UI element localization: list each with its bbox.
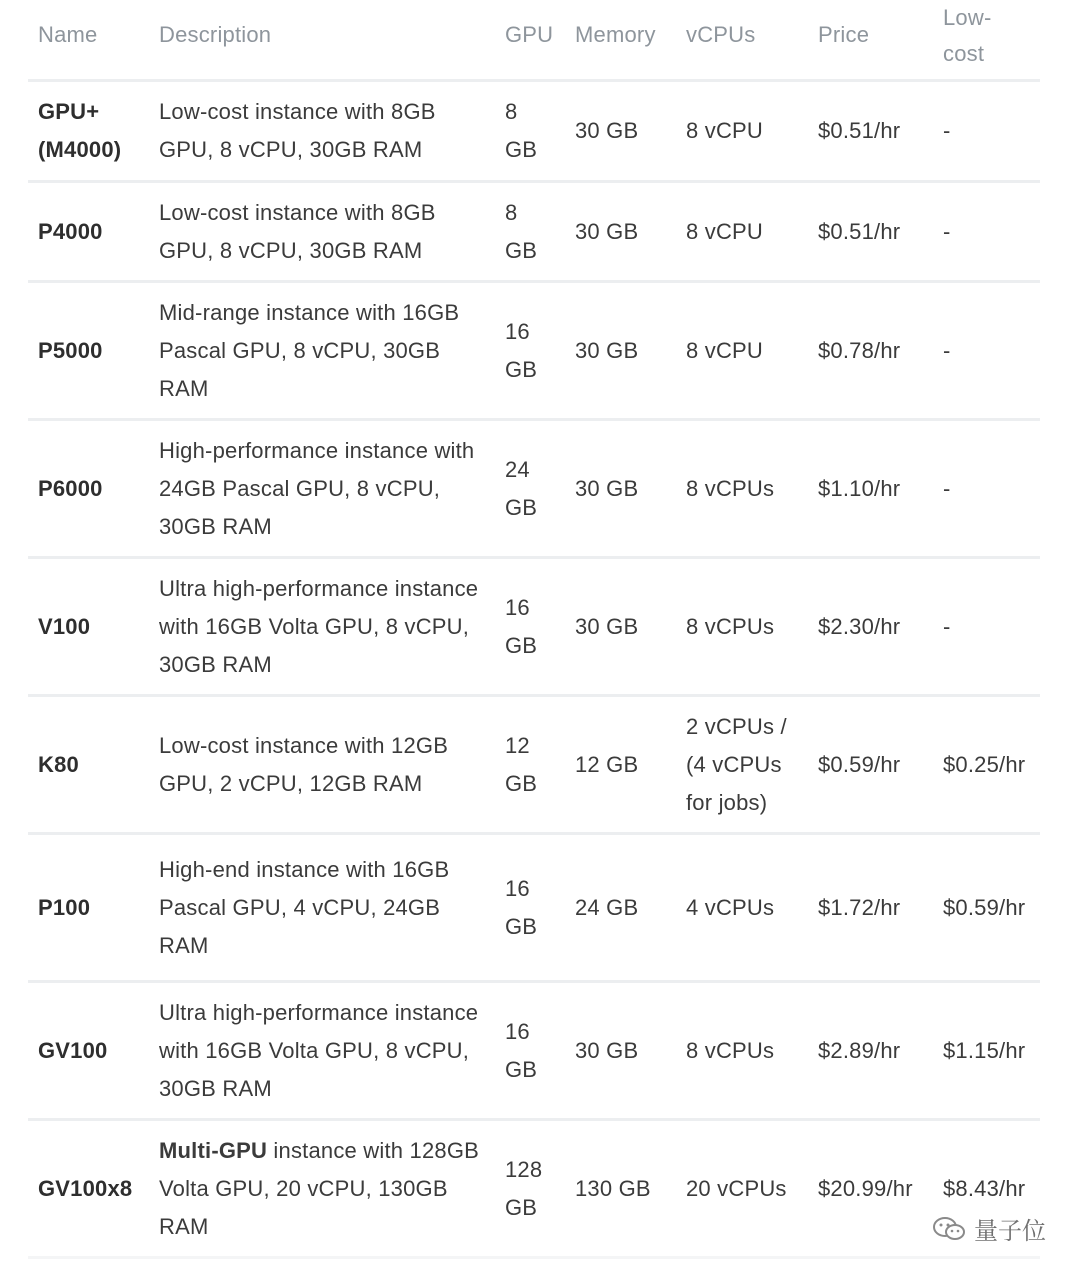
table-row	[28, 283, 1040, 421]
instance-description-text	[159, 994, 495, 1108]
hourly-price-text: $0.51/hr	[818, 218, 901, 244]
gpu-memory-text: 16 GB	[505, 875, 538, 939]
hourly-price	[808, 559, 933, 694]
hourly-price-text: $1.10/hr	[818, 475, 901, 501]
low-cost-price-text: -	[943, 613, 951, 639]
header-description: Description	[159, 22, 272, 47]
hourly-price-text: $0.51/hr	[818, 118, 901, 143]
system-memory-text: 30 GB	[575, 218, 639, 244]
vcpu-count	[676, 835, 808, 980]
description-body: High-performance instance with 24GB Pascal GPU, 8 vCPU, 30GB RAM	[159, 437, 475, 539]
description-bold-prefix: Multi-GPU	[159, 1137, 268, 1163]
instance-name-text: GV100	[38, 1037, 108, 1063]
system-memory	[565, 559, 676, 694]
watermark	[932, 1211, 1046, 1246]
system-memory	[565, 183, 676, 280]
instance-name	[28, 983, 149, 1118]
system-memory	[565, 421, 676, 556]
gpu-memory-text: 16 GB	[505, 318, 538, 382]
description-body: Ultra high-performance instance with 16GB Volta GPU, 8 vCPU, 30GB RAM	[159, 999, 479, 1101]
table-row	[28, 559, 1040, 697]
instance-name-text: K80	[38, 751, 79, 777]
hourly-price	[808, 983, 933, 1118]
vcpu-count	[676, 697, 808, 832]
watermark-text: 量子位	[974, 1218, 1046, 1245]
gpu-memory-text: 12 GB	[505, 732, 538, 796]
table-row	[28, 1121, 1040, 1259]
low-cost-price-text: -	[943, 337, 951, 363]
instance-name	[28, 835, 149, 980]
system-memory	[565, 82, 676, 180]
system-memory	[565, 283, 676, 418]
vcpu-count-text: 4 vCPUs	[686, 894, 775, 920]
hourly-price-text: $2.89/hr	[818, 1037, 901, 1063]
instance-name-text: P100	[38, 894, 91, 920]
gpu-memory-text: 128 GB	[505, 1156, 543, 1220]
low-cost-price	[933, 421, 1040, 556]
gpu-memory	[495, 1121, 565, 1256]
gpu-memory	[495, 82, 565, 180]
low-cost-price	[933, 559, 1040, 694]
description-body: Ultra high-performance instance with 16GB Volta GPU, 8 vCPU, 30GB RAM	[159, 575, 479, 677]
vcpu-count	[676, 283, 808, 418]
gpu-memory-text: 24 GB	[505, 456, 538, 520]
vcpu-count	[676, 983, 808, 1118]
low-cost-price-text: $0.59/hr	[943, 894, 1026, 920]
instance-description	[149, 983, 495, 1118]
hourly-price-text: $20.99/hr	[818, 1175, 913, 1201]
table-row	[28, 835, 1040, 983]
vcpu-count-text: 2 vCPUs / (4 vCPUs for jobs)	[686, 713, 787, 815]
vcpu-count-text: 8 vCPUs	[686, 475, 775, 501]
table-body	[28, 82, 1040, 1259]
header-price: Price	[818, 22, 870, 47]
hourly-price	[808, 82, 933, 180]
hourly-price-text: $0.59/hr	[818, 751, 901, 777]
instance-name	[28, 697, 149, 832]
pricing-table	[28, 0, 1040, 1259]
system-memory-text: 130 GB	[575, 1175, 651, 1201]
vcpu-count-text: 20 vCPUs	[686, 1175, 787, 1201]
instance-description-text	[159, 294, 495, 408]
table-row	[28, 421, 1040, 559]
instance-name-text: P4000	[38, 218, 103, 244]
description-body: Low-cost instance with 8GB GPU, 8 vCPU, 30GB RAM	[159, 99, 436, 162]
instance-description-text	[159, 432, 495, 546]
instance-description-text	[159, 727, 495, 803]
gpu-memory	[495, 559, 565, 694]
low-cost-price	[933, 183, 1040, 280]
instance-name-text: P6000	[38, 475, 103, 501]
gpu-memory	[495, 835, 565, 980]
instance-description	[149, 697, 495, 832]
instance-name-text: V100	[38, 613, 91, 639]
header-name: Name	[38, 22, 98, 47]
vcpu-count	[676, 183, 808, 280]
low-cost-price	[933, 983, 1040, 1118]
header-vcpus: vCPUs	[686, 22, 756, 47]
hourly-price	[808, 697, 933, 832]
header-memory: Memory	[575, 22, 656, 47]
vcpu-count-text: 8 vCPUs	[686, 1037, 775, 1063]
instance-name	[28, 183, 149, 280]
instance-description	[149, 559, 495, 694]
low-cost-price	[933, 283, 1040, 418]
system-memory	[565, 1121, 676, 1256]
low-cost-price-text: $8.43/hr	[943, 1175, 1026, 1201]
gpu-memory-text: 8 GB	[505, 99, 538, 162]
instance-description	[149, 82, 495, 180]
instance-name	[28, 559, 149, 694]
vcpu-count-text: 8 vCPU	[686, 218, 763, 244]
gpu-memory-text: 16 GB	[505, 594, 538, 658]
instance-name	[28, 82, 149, 180]
description-body: High-end instance with 16GB Pascal GPU, 4 vCPU, 24GB RAM	[159, 856, 450, 958]
low-cost-price	[933, 835, 1040, 980]
instance-description-text	[159, 194, 495, 270]
gpu-memory	[495, 283, 565, 418]
low-cost-price	[933, 697, 1040, 832]
instance-description-text	[159, 851, 495, 965]
table-row	[28, 82, 1040, 183]
header-low-cost-text: Low- cost	[943, 5, 992, 66]
low-cost-price-text: -	[943, 218, 951, 244]
instance-name	[28, 421, 149, 556]
gpu-memory	[495, 697, 565, 832]
hourly-price	[808, 183, 933, 280]
system-memory-text: 30 GB	[575, 337, 639, 363]
header-gpu: GPU	[505, 22, 554, 47]
hourly-price	[808, 1121, 933, 1256]
description-body: Low-cost instance with 8GB GPU, 8 vCPU, 30GB RAM	[159, 199, 436, 263]
hourly-price-text: $0.78/hr	[818, 337, 901, 363]
description-body: instance with 128GB Volta GPU, 20 vCPU, 130GB RAM	[159, 1137, 480, 1239]
system-memory-text: 30 GB	[575, 118, 639, 143]
low-cost-price-text: $1.15/hr	[943, 1037, 1026, 1063]
instance-name	[28, 1121, 149, 1256]
hourly-price-text: $1.72/hr	[818, 894, 901, 920]
instance-description	[149, 283, 495, 418]
instance-name	[28, 283, 149, 418]
description-body: Low-cost instance with 12GB GPU, 2 vCPU, 12GB RAM	[159, 732, 449, 796]
instance-description	[149, 183, 495, 280]
system-memory	[565, 983, 676, 1118]
vcpu-count-text: 8 vCPUs	[686, 613, 775, 639]
gpu-memory	[495, 983, 565, 1118]
table-row	[28, 183, 1040, 283]
system-memory-text: 12 GB	[575, 751, 639, 777]
vcpu-count	[676, 421, 808, 556]
instance-description-text	[159, 1132, 495, 1246]
instance-description	[149, 421, 495, 556]
hourly-price	[808, 283, 933, 418]
system-memory	[565, 697, 676, 832]
vcpu-count	[676, 559, 808, 694]
vcpu-count	[676, 1121, 808, 1256]
low-cost-price	[933, 82, 1040, 180]
system-memory-text: 24 GB	[575, 894, 639, 920]
table-header-row	[28, 0, 1040, 82]
instance-description	[149, 835, 495, 980]
system-memory	[565, 835, 676, 980]
instance-description-text	[159, 93, 495, 169]
low-cost-price-text: -	[943, 475, 951, 501]
vcpu-count-text: 8 vCPU	[686, 118, 763, 143]
gpu-memory-text: 8 GB	[505, 199, 538, 263]
instance-name-text: P5000	[38, 337, 103, 363]
system-memory-text: 30 GB	[575, 1037, 639, 1063]
wechat-icon	[932, 1216, 966, 1242]
instance-description-text	[159, 570, 495, 684]
header-low-cost	[933, 0, 1040, 79]
table-row	[28, 983, 1040, 1121]
hourly-price	[808, 421, 933, 556]
low-cost-price-text: -	[943, 118, 951, 143]
description-body: Mid-range instance with 16GB Pascal GPU, 8 vCPU, 30GB RAM	[159, 299, 460, 401]
instance-name-text: GV100x8	[38, 1175, 133, 1201]
vcpu-count	[676, 82, 808, 180]
vcpu-count-text: 8 vCPU	[686, 337, 763, 363]
instance-name-text: GPU+ (M4000)	[38, 99, 122, 162]
gpu-memory	[495, 183, 565, 280]
instance-description	[149, 1121, 495, 1256]
table-row	[28, 697, 1040, 835]
hourly-price-text: $2.30/hr	[818, 613, 901, 639]
system-memory-text: 30 GB	[575, 475, 639, 501]
low-cost-price-text: $0.25/hr	[943, 751, 1026, 777]
system-memory-text: 30 GB	[575, 613, 639, 639]
gpu-memory-text: 16 GB	[505, 1018, 538, 1082]
gpu-memory	[495, 421, 565, 556]
hourly-price	[808, 835, 933, 980]
